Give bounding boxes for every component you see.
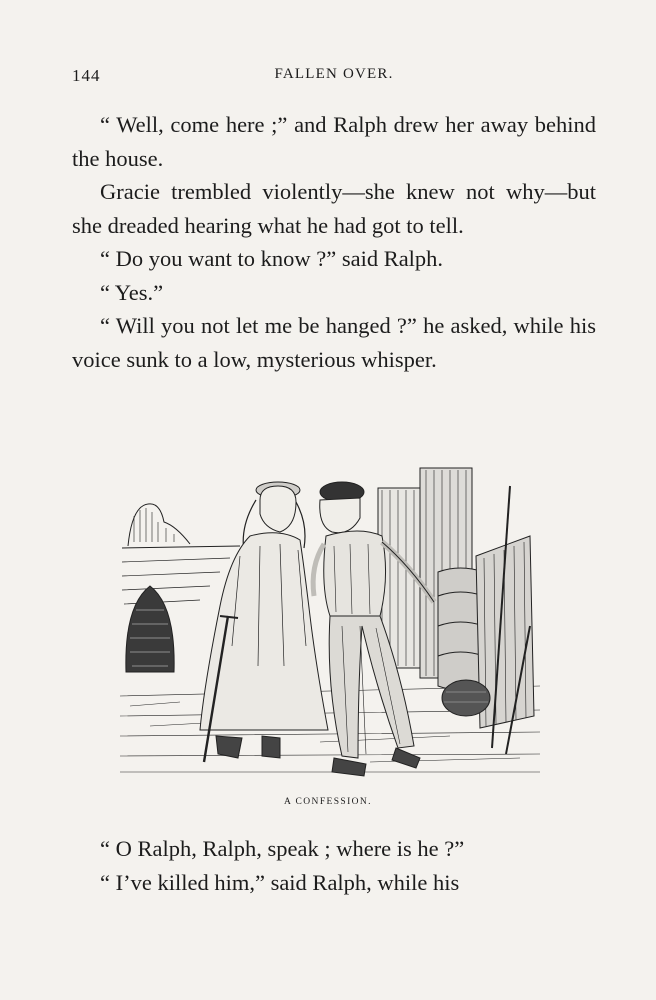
paragraph: “ I’ve killed him,” said Ralph, while his (100, 869, 460, 895)
body-text-top (72, 108, 596, 376)
paragraph: “ Well, come here ;” and Ralph drew her away behind the house. (72, 112, 596, 171)
paragraph: “ O Ralph, Ralph, speak ; where is he ?” (100, 836, 465, 861)
paragraph: “ Will you not let me be hanged ?” he asked, while his voice sunk to a low, mysterious whisper. (72, 313, 596, 372)
page-header (72, 66, 596, 92)
illustration-caption: A CONFESSION. (284, 797, 372, 807)
paragraph: “ Yes.” (100, 279, 164, 305)
body-text-bottom (72, 832, 596, 899)
page-number: 144 (72, 66, 101, 85)
paragraph: Gracie trembled violently—she knew not why—but she dreaded hearing what he had got to tell. (72, 179, 596, 238)
running-head: FALLEN OVER. (274, 66, 394, 82)
paragraph: “ Do you want to know ?” said Ralph. (100, 246, 444, 271)
engraving-illustration (120, 466, 540, 784)
